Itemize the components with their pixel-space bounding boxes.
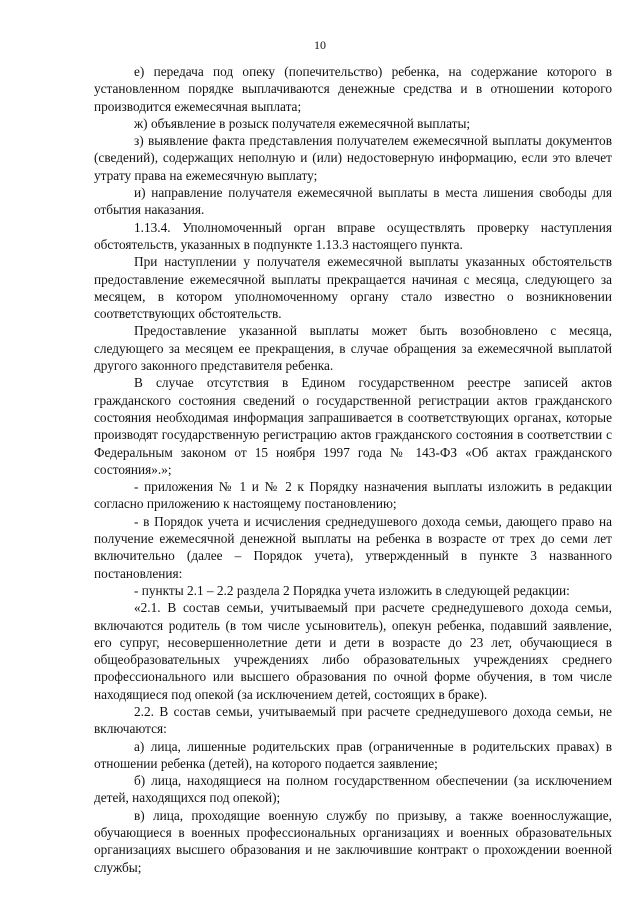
paragraph: При наступлении у получателя ежемесячной выплаты указанных обстоятельств предоставление ежемесячной выплаты прекращается начиная с месяца, следующего за месяцем, в котором уполномоченному органу стало известно о возникновении соответствующих обстоятельств. [94, 254, 612, 322]
paragraph: в) лица, проходящие военную службу по призыву, а также военнослужащие, обучающиеся в военных профессиональных организациях и военных образовательных организациях высшего образования и не заключившие контракт о прохождении военной службы; [94, 807, 612, 875]
paragraph: б) лица, находящиеся на полном государственном обеспечении (за исключением детей, находящихся под опекой); [94, 773, 612, 806]
paragraph: - пункты 2.1 – 2.2 раздела 2 Порядка учета изложить в следующей редакции: [134, 582, 570, 598]
paragraph: - приложения № 1 и № 2 к Порядку назначения выплаты изложить в редакции согласно приложению к настоящему постановлению; [94, 479, 612, 512]
paragraph: Предоставление указанной выплаты может быть возобновлено с месяца, следующего за месяцем ее прекращения, в случае обращения за ежемесячной выплатой другого законного представителя ребенка. [94, 323, 612, 374]
paragraph: и) направление получателя ежемесячной выплаты в места лишения свободы для отбытия наказания. [94, 185, 612, 218]
paragraph: з) выявление факта представления получателем ежемесячной выплаты документов (сведений), содержащих неполную и (или) недостоверную информацию, если это влечет утрату права на ежемесячную выплату; [94, 133, 612, 183]
paragraph: - в Порядок учета и исчисления среднедушевого дохода семьи, дающего право на получение ежемесячной денежной выплаты на ребенка в возрасте от трех до семи лет включительно (далее – Порядок учета), утвержденный в пункте 3 названного постановления: [94, 513, 612, 581]
paragraph: «2.1. В состав семьи, учитываемый при расчете среднедушевого дохода семьи, включаются родитель (в том числе усыновитель), опекун ребенка, подавший заявление, его супруг, несовершеннолетние дети и дети в возрасте до 23 лет, обучающиеся в общеобразовательных учреждениях либо образовательных учреждениях среднего профессионального или высшего образования по очной форме обучения, в том числе находящиеся под опекой (за исключением детей, состоящих в браке). [94, 600, 612, 702]
paragraph: 1.13.4. Уполномоченный орган вправе осуществлять проверку наступления обстоятельств, указанных в подпункте 1.13.3 настоящего пункта. [94, 219, 612, 252]
paragraph: 2.2. В состав семьи, учитываемый при расчете среднедушевого дохода семьи, не включаются: [94, 703, 612, 737]
paragraph: В случае отсутствия в Едином государственном реестре записей актов гражданского состояния сведений о государственной регистрации актов гражданского состояния необходимая информация запрашивается в соответствующих органах, которые производят государственную регистрацию актов гражданского состояния в соответствии с Федеральным законом от 15 ноября 1997 года № 143-ФЗ «Об актах гражданского состояния».»; [94, 375, 612, 477]
paragraph: ж) объявление в розыск получателя ежемесячной выплаты; [134, 115, 471, 131]
page-number: 10 [314, 38, 326, 52]
document-body [94, 63, 612, 876]
paragraph: а) лица, лишенные родительских прав (ограниченные в родительских правах) в отношении ребенка (детей), на которого подается заявление; [94, 738, 612, 771]
paragraph: е) передача под опеку (попечительство) ребенка, на содержание которого в установленном порядке выплачиваются денежные средства и в отношении которого производится ежемесячная выплата; [94, 64, 612, 114]
